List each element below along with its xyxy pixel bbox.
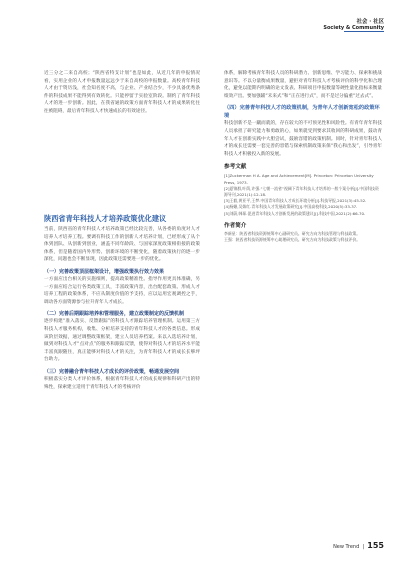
left-paragraph: 近三分之二来自高校；“陕西省特支计划”也是如此，从近几年的申报情况看，实用企业的人才申报数量远远少于来自高校的申报数量。高校青年科技人才由于资历浅，社会知名度不高，与企业、产业结合少，不少具备优秀条件的科技成果不能得到有效转化。只能停留于实验室阶段。制约了青年科技人才的进一步创新。因此，在我省通的政策方面青年科技人才的成果转化往往被阻碍，最后青年科技人才快速成长的有效途径。 [44,71,200,114]
left-column-body [44,226,200,391]
subsection-body-3: 积极落实分类人才评价体系，根据青年科技人才的成长规律和科研产出的特殊性，探索建立适用于青年科技人才的考核评价 [44,376,200,390]
references-heading: 参考文献 [224,164,247,171]
subsection-body-2: 逐步构建“准入落实、反馈跟踪”的科技人才跟踪培养管理机制。运用第三方科技人才服务机构，收集、分析培养支持的青年科技人才的各类信息。形成该阶层效据，通过调整政策框架，建立人员培养档案。来以入选培养计划，做到对科技人才“点对点”的服务和跟踪反馈，使得对科技人才的培养水平能丰富真跟随住，真正能够对科技人才的关注，为青年科技人才的成长长够坪台助力。 [44,319,200,363]
author-bio: 李新星：陕西省科技资源统筹中心副研究员。研究方向为科技管理与科技政策。 [224,230,361,236]
reference-item: [5]刘蔚,韩琛.促进青年科技人才创新发展的政策建议[J].科技中国,2021(2):66-70. [224,210,366,216]
author-bio: 王强：陕西省科技资源统筹中心助理研究员。研究方向为科技政策与科技评价。 [224,236,361,242]
section-title: 陕西省青年科技人才培养政策优化建议 [44,214,167,223]
right-paragraph: 体系，解除考核青年科技人员的科研潜力、创新思维、学习能力、探索和挑战意识等。不以分量衡成果数量，避拒对青年科技人才考核评价的科学化和合理化，避免以能期内明确的论文发表、科研项目申报数量等硬性量化指标来衡量绩效产出。要加强辅“未来式”和“正在进行式”，而不是过分偏重“过去式”。 [224,71,382,99]
page-header [323,17,384,31]
subsection-heading-4: （四）完善青年科技人才的政策机制，为青年人才创新宽松的政策环境 [224,105,380,120]
page-number: 155 [367,541,384,550]
subsection-body-4: 科技创新不是一蹴而就的，存在较大的不可预见性和风险性。有青年青年科技人员承担了研究能力和勇敢的心，如果就受到要求其收回的科研成果，鼓动青年人才在创新实践中大胆尝试，鼓励容错的政策机制。同时，针对青年科技人才的成长还需要一套完善的容错与探索机制政策来保“我心和出发”，引导青年科技人才积极投入新的发展。 [224,121,382,157]
subsection-heading-3: （三）完善融合青年科技人才成长的评价政策，畅通发展空间 [44,368,180,375]
header-rule [344,31,384,32]
left-column [44,70,200,116]
subsection-body-1: 一方面应出台相关的实施细则，提高政策精准性。指导作用更具体准确，另一方面应结合运行各类政策工具，丰富政策内容，出台配套政策。形成人才培养工程的政策体系，不应从制度价值的予支持，应以运用宏观调控之手，调动各方面资源参与拉升青年人才成长。 [44,276,200,305]
authors-heading: 作者简介 [224,222,247,229]
subsection-heading-1: （一）完善政策顶层框架设计，增强政策执行效力效果 [44,268,165,275]
reference-item: [4]杨姗,吴姝红.青年科技人才发展政策研究[J].中国高校科技,2020(5):33-37. [224,204,358,210]
intro-paragraph: 当前，陕西省的青年科技人才培养政策已经比较完善，从各委的角度对人才培养人才培养工程。要调有科技工作的创新人才培养计划，已经形成了从个体到团队、从创新到创业，涵盖不同年龄段、与国家深度政策相衔接的政策体系，但是随着国内外形势、创新环境的不断变化，随着政策执行的逐一步深化，问题也会不断显现，因此政策还需要进一步的优化。 [44,227,200,263]
journal-name: New Trend [333,544,360,550]
page-footer: New Trend | 155 [333,541,384,550]
subsection-heading-2: （二）完善后期跟踪培养和管理服务，建立政策制定的反馈机制 [44,311,185,318]
section-name-zh: 社会 · 社区 [356,19,384,25]
reference-item: [3]王毅,黄亚平,王梦.中国青年科技人才成长环境分析[J].科技导报,2021(3):45-52. [224,198,367,204]
reference-item: [2]夏锦群,叶荫,许强.“七朝一流省”视阈下青年科技人才培养的一般个案分析[J].中国科技资源导刊,2021(1):12-18. [224,185,379,197]
right-column [224,70,382,243]
section-name-en: Society & Community [323,25,384,31]
reference-item: [1]Zuckerman H A. Age and Achievement[M]. Princeton: Princeton University Press, 1973. [224,173,374,185]
